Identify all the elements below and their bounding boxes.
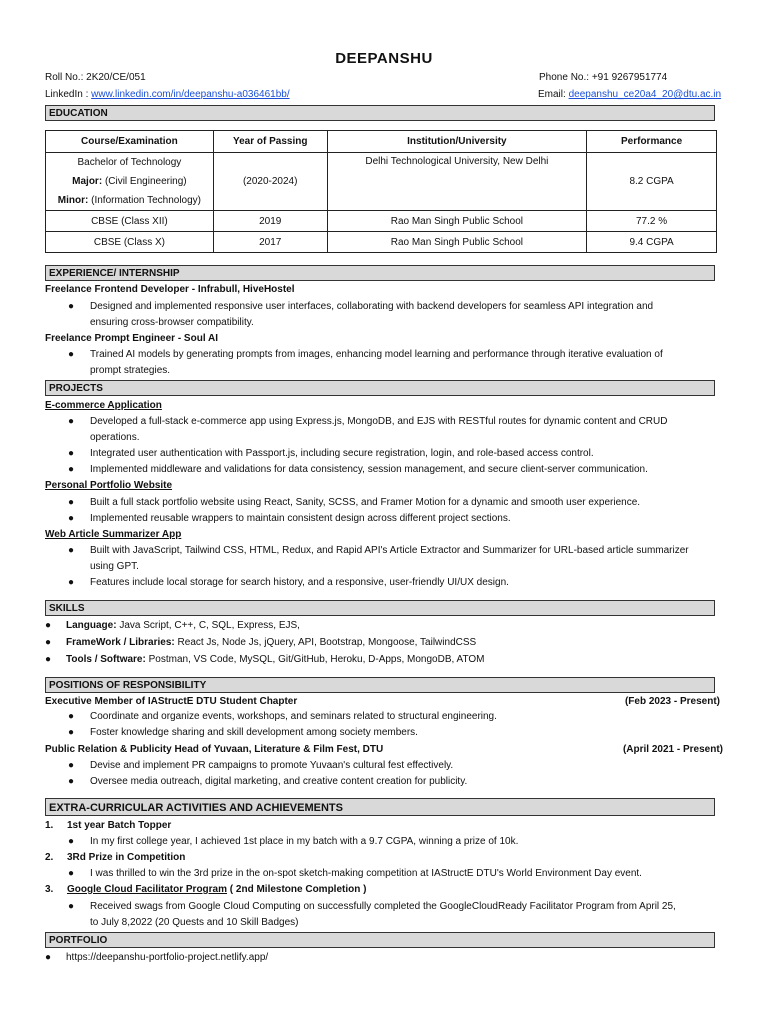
- achievement-number: 3.: [45, 884, 54, 895]
- bullet-icon: ●: [68, 349, 75, 360]
- skill-label: Tools / Software:: [66, 654, 146, 665]
- project-title[interactable]: E-commerce Application: [45, 400, 162, 411]
- job-title: Freelance Prompt Engineer - Soul AI: [45, 333, 218, 344]
- achievement-title: Google Cloud Facilitator Program ( 2nd Milestone Completion ): [67, 884, 367, 895]
- bullet-icon: ●: [68, 901, 75, 912]
- degree-major: Major: (Civil Engineering): [72, 176, 187, 187]
- position-title: Public Relation & Publicity Head of Yuvaan, Literature & Film Fest, DTU: [45, 744, 384, 755]
- section-heading-experience: EXPERIENCE/ INTERNSHIP: [45, 265, 715, 281]
- col-header-year: Year of Passing: [213, 131, 327, 153]
- skill-value: React Js, Node Js, jQuery, API, Bootstrap, Mongoose, TailwindCSS: [177, 637, 477, 648]
- table-header-row: [46, 131, 717, 153]
- cell-institution: Rao Man Singh Public School: [327, 211, 587, 232]
- linkedin-link[interactable]: www.linkedin.com/in/deepanshu-a036461bb/: [91, 89, 290, 100]
- achievement-link[interactable]: Google Cloud Facilitator Program: [67, 884, 228, 895]
- bullet-icon: ●: [68, 301, 75, 312]
- col-header-institution: Institution/University: [327, 131, 587, 153]
- phone-label: Phone No.:: [539, 72, 590, 83]
- degree-name: Bachelor of Technology: [77, 157, 182, 168]
- bullet-icon: ●: [68, 448, 75, 459]
- col-header-course: Course/Examination: [46, 131, 214, 153]
- skill-value: Postman, VS Code, MySQL, Git/GitHub, Heroku, D-Apps, MongoDB, ATOM: [148, 654, 485, 665]
- cell-year: 2019: [213, 211, 327, 232]
- portfolio-link[interactable]: https://deepanshu-portfolio-project.netlify.app/: [66, 952, 269, 963]
- achievement-number: 2.: [45, 852, 54, 863]
- job-title: Freelance Frontend Developer - Infrabull, HiveHostel: [45, 284, 295, 295]
- cell-performance: 77.2 %: [587, 211, 717, 232]
- skill-label: FrameWork / Libraries:: [66, 637, 175, 648]
- bullet-icon: ●: [68, 868, 75, 879]
- position-date: (Feb 2023 - Present): [624, 696, 720, 707]
- achievement-title: 1st year Batch Topper: [67, 820, 172, 831]
- roll-number: [45, 72, 146, 83]
- achievement-title: 3Rd Prize in Competition: [67, 852, 186, 863]
- cell-course: CBSE (Class XII): [46, 211, 214, 232]
- resume-page: DEEPANSHU Roll No.: 2K20/CE/051 Phone No.: +91 9267951774 LinkedIn : www.linkedin.com/in/deepanshu-a036461bb/ Email: deepanshu_ce20a4_20@dtu.ac.in EDUCATION Course/Examination Year of Passing Institution/University Performance Bachelor of Technology Major: (Civil Engineering) Minor: (Information Technology) (2020-2024) Delhi Technological University, New Delhi 8.2 CGPA CBSE (Class XII) 2019 Rao Man Singh Public School 77.2 % CBSE (Class X) 2017 Rao Man Singh Public School 9.4 CGPA EXPERIENCE/ INTERNSHIP Freelance Frontend Developer - Infrabull, HiveHostel ● Designed and implemented responsive user interfaces, collaborating with backend developers for seamless API integration and ensuring cross-browser compatibility. Freelance Prompt Engineer - Soul AI ● Trained AI models by generating prompts from images, enhancing model learning and performance through iterative evaluation of prompt strategies. PROJECTS E-commerce Application ● Developed a full-stack e-commerce app using Express.js, MongoDB, and EJS with RESTful routes for dynamic content and CRUD operations. ● Integrated user authentication with Passport.js, including secure registration, login, and role-based access control. ● Implemented middleware and validations for data consistency, session management, and secure client-server communication. Personal Portfolio Website ● Built a full stack portfolio website using React, Sanity, SCSS, and Framer Motion for a dynamic and smooth user experience. ● Implemented reusable wrappers to maintain consistent design across different project sections. Web Article Summarizer App ● Built with JavaScript, Tailwind CSS, HTML, Redux, and Rapid API's Article Extractor and Summarizer for URL-based article summarizer using GPT. ● Features include local storage for search history, and a responsive, user-friendly UI/UX design. SKILLS ● Language: Java Script, C++, C, SQL, Express, EJS, ● FrameWork / Libraries: React Js, Node Js, jQuery, API, Bootstrap, Mongoose, TailwindCSS ● Tools / Software: Postman, VS Code, MySQL, Git/GitHub, Heroku, D-Apps, MongoDB, ATOM POSITIONS OF RESPONSIBILITY Executive Member of IAStructE DTU Student Chapter (Feb 2023 - Present) ● Coordinate and organize events, workshops, and seminars related to structural engineering. ● Foster knowledge sharing and skill development among society members. Public Relation & Publicity Head of Yuvaan, Literature & Film Fest, DTU (April 2021 - Present) ● Devise and implement PR campaigns to promote Yuvaan's cultural fest effectively. ● Oversee media outreach, digital marketing, and creative content creation for publicity. EXTRA-CURRICULAR ACTIVITIES AND ACHIEVEMENTS 1. 1st year Batch Topper ● In my first college year, I achieved 1st place in my batch with a 9.7 CGPA, winning a prize of 10k. 2. 3Rd Prize in Competition ● I was thrilled to win the 3rd prize in the on-spot sketch-making competition at IAStructE DTU's World Environment Day event. 3. Google Cloud Facilitator Program ( 2nd Milestone Completion ) ● Received swags from Google Cloud Computing on successfully completed the GoogleCloudReady Facilitator Program from April 25, to July 8,2022 (20 Quests and 10 Skill Badges) PORTFOLIO ● https://deepanshu-portfolio-project.netlify.app/: [0, 0, 768, 1024]
- section-heading-responsibility: POSITIONS OF RESPONSIBILITY: [45, 677, 715, 693]
- education-table: [45, 130, 717, 253]
- bullet-icon: ●: [68, 464, 75, 475]
- position-title: Executive Member of IAStructE DTU Student Chapter: [45, 696, 298, 707]
- degree-minor: Minor: (Information Technology): [57, 195, 201, 206]
- roll-value: 2K20/CE/051: [86, 72, 146, 83]
- bullet-icon: ●: [45, 654, 52, 665]
- bullet-icon: ●: [45, 620, 52, 631]
- project-title[interactable]: Web Article Summarizer App: [45, 529, 182, 540]
- col-header-performance: Performance: [587, 131, 717, 153]
- section-heading-skills: SKILLS: [45, 600, 715, 616]
- cell-course: [46, 153, 214, 211]
- cell-institution: Delhi Technological University, New Delhi: [327, 153, 587, 211]
- table-row: [46, 211, 717, 232]
- bullet-icon: ●: [68, 760, 75, 771]
- email-link[interactable]: deepanshu_ce20a4_20@dtu.ac.in: [568, 89, 722, 100]
- email-label: Email:: [538, 89, 566, 100]
- skill-value: Java Script, C++, C, SQL, Express, EJS,: [119, 620, 300, 631]
- linkedin-label: LinkedIn :: [45, 89, 89, 100]
- email: [538, 89, 721, 100]
- bullet-icon: ●: [68, 776, 75, 787]
- bullet-icon: ●: [68, 577, 75, 588]
- bullet-icon: ●: [45, 952, 52, 963]
- skill-label: Language:: [66, 620, 117, 631]
- cell-course: CBSE (Class X): [46, 232, 214, 253]
- cell-year: (2020-2024): [213, 153, 327, 211]
- bullet-icon: ●: [68, 727, 75, 738]
- roll-label: Roll No.:: [45, 72, 84, 83]
- achievement-number: 1.: [45, 820, 54, 831]
- bullet-icon: ●: [68, 711, 75, 722]
- bullet-icon: ●: [68, 416, 75, 427]
- cell-year: 2017: [213, 232, 327, 253]
- position-date: (April 2021 - Present): [622, 744, 723, 755]
- section-heading-portfolio: PORTFOLIO: [45, 932, 715, 948]
- phone-number: [539, 72, 667, 83]
- cell-performance: 9.4 CGPA: [587, 232, 717, 253]
- project-title[interactable]: Personal Portfolio Website: [45, 480, 173, 491]
- phone-value: +91 9267951774: [591, 72, 668, 83]
- cell-performance: 8.2 CGPA: [587, 153, 717, 211]
- bullet-icon: ●: [45, 637, 52, 648]
- table-row: [46, 232, 717, 253]
- bullet-icon: ●: [68, 836, 75, 847]
- bullet-icon: ●: [68, 545, 75, 556]
- section-heading-extracurricular: EXTRA-CURRICULAR ACTIVITIES AND ACHIEVEMENTS: [45, 798, 715, 816]
- table-row: [46, 153, 717, 211]
- bullet-icon: ●: [68, 513, 75, 524]
- cell-institution: Rao Man Singh Public School: [327, 232, 587, 253]
- bullet-icon: ●: [68, 497, 75, 508]
- section-heading-education: EDUCATION: [45, 105, 715, 121]
- candidate-name: DEEPANSHU: [335, 50, 433, 67]
- linkedin: [45, 89, 290, 100]
- section-heading-projects: PROJECTS: [45, 380, 715, 396]
